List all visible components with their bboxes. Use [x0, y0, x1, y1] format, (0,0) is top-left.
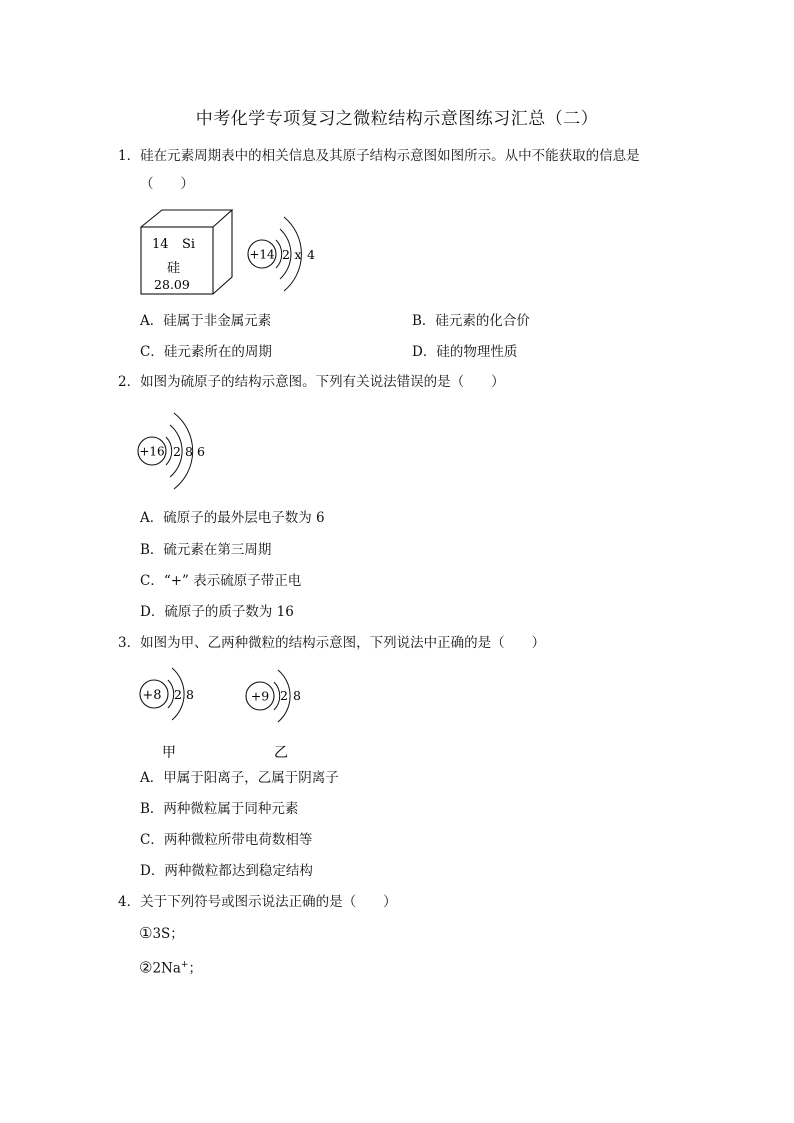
question-3-stem: 3．如图为甲、乙两种微粒的结构示意图，下列说法中正确的是（ ）	[118, 635, 546, 651]
periodic-table-cell	[141, 210, 232, 294]
particle-yi-label: 乙	[274, 745, 288, 761]
particle-jia-label: 甲	[162, 745, 176, 761]
particle-jia-diagram	[140, 668, 194, 720]
shell-2-count: 8	[186, 687, 194, 702]
particle-yi-diagram	[246, 670, 301, 722]
question-1-option-c: C．硅元素所在的周期	[140, 344, 272, 360]
question-4-item-1	[139, 923, 184, 944]
item-tail: ；	[188, 960, 202, 977]
shell-1-count: 2	[173, 444, 181, 459]
question-4-stem: 4．关于下列符号或图示说法正确的是（ ）	[118, 894, 397, 910]
question-4-item-2	[139, 955, 202, 979]
question-1-option-d: D．硅的物理性质	[412, 344, 518, 360]
element-name: 硅	[167, 261, 181, 276]
question-3-option-c: C．两种微粒所带电荷数相等	[140, 832, 313, 848]
shell-2-count: 8	[185, 444, 193, 459]
nucleus-charge: +9	[250, 688, 270, 704]
question-2-option-d: D．硫原子的质子数为 16	[140, 604, 294, 620]
question-3-option-d: D．两种微粒都达到稳定结构	[140, 863, 313, 879]
element-symbol: Si	[182, 237, 196, 252]
item-marker: ①	[139, 924, 153, 942]
silicon-atom-diagram	[248, 217, 315, 291]
item-text: 3S；	[152, 926, 184, 942]
sulfur-atom-diagram	[136, 400, 226, 500]
shell-1-count: 2	[282, 247, 290, 262]
question-1-stem: 1．硅在元素周期表中的相关信息及其原子结构示意图如图所示。从中不能获取的信息是	[118, 148, 640, 164]
atomic-mass: 28.09	[154, 277, 190, 292]
question-2-stem: 2．如图为硫原子的结构示意图。下列有关说法错误的是（ ）	[118, 374, 505, 390]
silicon-figure	[138, 205, 338, 305]
shell-3-count: 4	[307, 247, 315, 262]
particle-diagrams	[136, 658, 316, 768]
atomic-number: 14	[152, 237, 169, 252]
question-1-option-a: A．硅属于非金属元素	[140, 313, 272, 329]
item-marker: ②	[139, 958, 153, 977]
shell-3-count: 6	[197, 444, 205, 459]
shell-1-count: 2	[280, 688, 288, 703]
item-superscript: +	[180, 960, 189, 970]
question-2-option-b: B．硫元素在第三周期	[140, 542, 272, 558]
question-3-option-b: B．两种微粒属于同种元素	[140, 801, 299, 817]
question-1-blank: （ ）	[140, 176, 194, 192]
question-1-option-b: B．硅元素的化合价	[412, 313, 530, 329]
nucleus-charge: +14	[249, 247, 275, 262]
item-text: 2Na	[152, 960, 181, 977]
question-2-option-c: C．“+” 表示硫原子带正电	[140, 573, 302, 589]
nucleus-charge: +8	[142, 688, 162, 703]
shell-1-count: 2	[174, 687, 182, 702]
nucleus-charge: +16	[139, 444, 165, 459]
shell-2-count: 8	[293, 688, 301, 703]
question-2-option-a: A．硫原子的最外层电子数为 6	[140, 510, 325, 526]
page-title: 中考化学专项复习之微粒结构示意图练习汇总（二）	[195, 109, 599, 129]
shell-2-count: x	[294, 247, 302, 262]
question-3-option-a: A．甲属于阳离子，乙属于阴离子	[140, 770, 339, 786]
